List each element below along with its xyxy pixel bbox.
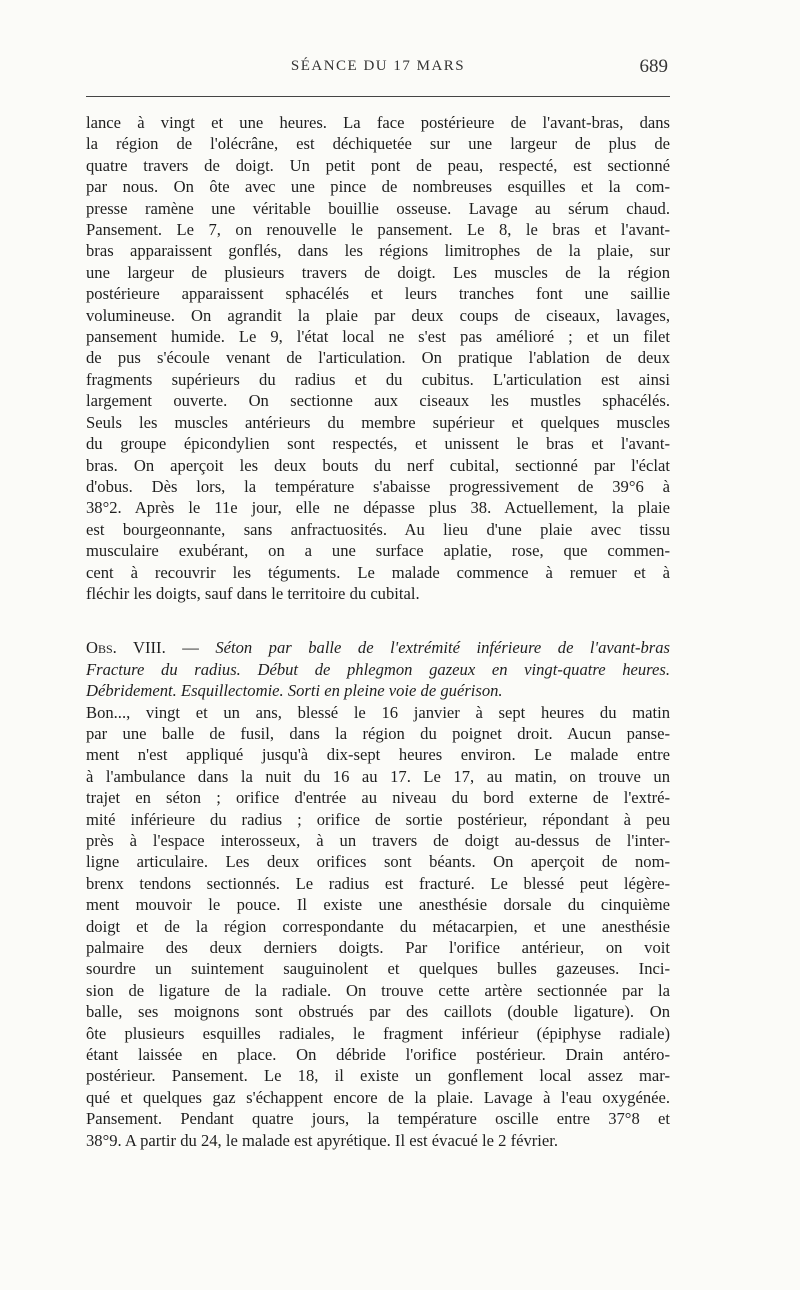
paragraph-gap	[86, 604, 670, 637]
observation-label: Obs. VIII.	[86, 638, 166, 658]
body-text	[86, 112, 670, 1151]
text-line: ligne articulaire. Les deux orifices sont béants. On aperçoit de nom-	[86, 852, 670, 872]
text-line: étant laissée en place. On débride l'orifice postérieur. Drain antéro-	[86, 1045, 670, 1065]
header-rule	[86, 96, 670, 97]
text-line: bras. On aperçoit les deux bouts du nerf cubital, sectionné par l'éclat	[86, 455, 670, 475]
text-line: Pansement. Le 7, on renouvelle le pansement. Le 8, le bras et l'avant-	[86, 220, 670, 240]
text-line: largement ouverte. On sectionne aux ciseaux les mustles sphacélés.	[86, 391, 670, 411]
observation-dash: —	[165, 638, 216, 658]
text-line: qué et quelques gaz s'échappent encore de la plaie. Lavage à l'eau oxygénée.	[86, 1087, 670, 1107]
observation-title-part2: Fracture du radius. Début de phlegmon gazeux en vingt-quatre heures.	[86, 659, 670, 679]
text-line: bras apparaissent gonflés, dans les régions limitrophes de la plaie, sur	[86, 241, 670, 261]
observation-title-part3: Débridement. Esquillectomie. Sorti en pleine voie de guérison.	[86, 681, 503, 701]
text-line: d'obus. Dès lors, la température s'abaisse progressivement de 39°6 à	[86, 476, 670, 496]
text-line: la région de l'olécrâne, est déchiquetée sur une largeur de plus de	[86, 134, 670, 154]
running-head	[86, 56, 670, 84]
text-line: près à l'espace interosseux, à un travers de doigt au-dessus de l'inter-	[86, 831, 670, 850]
text-line: ment mouvoir le pouce. Il existe une anesthésie dorsale du cinquième	[86, 895, 670, 915]
text-line: ôte plusieurs esquilles radiales, le fragment inférieur (épiphyse radiale)	[86, 1023, 670, 1043]
text-line: balle, ses moignons sont obstrués par des caillots (double ligature). On	[86, 1002, 670, 1022]
text-line: postérieure apparaissent sphacélés et leurs tranches font une saillie	[86, 284, 670, 304]
text-line: fragments supérieurs du radius et du cubitus. L'articulation est ainsi	[86, 369, 670, 389]
text-line: quatre travers de doigt. Un petit pont de peau, respecté, est sectionné	[86, 155, 670, 175]
text-line: mité inférieure du radius ; orifice de sortie postérieur, répondant à peu	[86, 809, 670, 829]
text-line: Pansement. Pendant quatre jours, la température oscille entre 37°8 et	[86, 1109, 670, 1129]
page-number: 689	[639, 56, 668, 77]
text-line: fléchir les doigts, sauf dans le territoire du cubital.	[86, 583, 420, 603]
text-line: à l'ambulance dans la nuit du 16 au 17. Le 17, au matin, on trouve un	[86, 766, 670, 786]
text-line: lance à vingt et une heures. La face postérieure de l'avant-bras, dans	[86, 113, 670, 132]
text-line: volumineuse. On agrandit la plaie par deux coups de ciseaux, lavages,	[86, 305, 670, 325]
text-line: postérieur. Pansement. Le 18, il existe un gonflement local assez mar-	[86, 1066, 670, 1086]
text-line: sion de ligature de la radiale. On trouve cette artère sectionnée par la	[86, 980, 670, 1000]
text-line: du groupe épicondylien sont respectés, et unissent le bras et l'avant-	[86, 434, 670, 454]
paragraph-case-continuation	[86, 112, 670, 604]
paragraph-observation-body	[86, 702, 670, 1152]
text-line: pansement humide. Le 9, l'état local ne s'est pas amélioré ; et un filet	[86, 327, 670, 347]
text-line: est bourgeonnante, sans anfractuosités. Au lieu d'une plaie avec tissu	[86, 519, 670, 539]
text-line: Bon..., vingt et un ans, blessé le 16 janvier à sept heures du matin	[86, 702, 670, 722]
observation-heading-line	[86, 637, 670, 658]
text-line: cent à recouvrir les téguments. Le malade commence à remuer et à	[86, 562, 670, 582]
text-line: 38°9. A partir du 24, le malade est apyrétique. Il est évacué le 2 février.	[86, 1130, 559, 1150]
running-title: SÉANCE DU 17 MARS	[290, 58, 466, 74]
text-line: de pus s'écoule venant de l'articulation. On pratique l'ablation de deux	[86, 348, 670, 368]
text-line: par une balle de fusil, dans la région du poignet droit. Aucun panse-	[86, 723, 670, 743]
text-line: sourdre un suintement sauguinolent et quelques bulles gazeuses. Inci-	[86, 959, 670, 979]
observation-title-part1: Séton par balle de l'extrémité inférieure de l'avant-bras	[215, 638, 670, 658]
text-line: Seuls les muscles antérieurs du membre supérieur et quelques muscles	[86, 412, 670, 432]
text-line: doigt et de la région correspondante du métacarpien, et une anesthésie	[86, 916, 670, 936]
text-line: brenx tendons sectionnés. Le radius est fracturé. Le blessé peut légère-	[86, 873, 670, 893]
text-line: musculaire exubérant, on a une surface aplatie, rose, que commen-	[86, 541, 670, 561]
text-line: presse ramène une véritable bouillie osseuse. Lavage au sérum chaud.	[86, 198, 670, 218]
text-line: palmaire des deux derniers doigts. Par l'orifice antérieur, on voit	[86, 938, 670, 958]
text-line: une largeur de plusieurs travers de doigt. Les muscles de la région	[86, 262, 670, 282]
observation-heading	[86, 637, 670, 701]
text-line: par nous. On ôte avec une pince de nombreuses esquilles et la com-	[86, 177, 670, 197]
text-line: trajet en séton ; orifice d'entrée au niveau du bord externe de l'extré-	[86, 788, 670, 808]
text-line: 38°2. Après le 11e jour, elle ne dépasse plus 38. Actuellement, la plaie	[86, 498, 670, 518]
text-line: ment n'est appliqué jusqu'à dix-sept heures environ. Le malade entre	[86, 745, 670, 765]
